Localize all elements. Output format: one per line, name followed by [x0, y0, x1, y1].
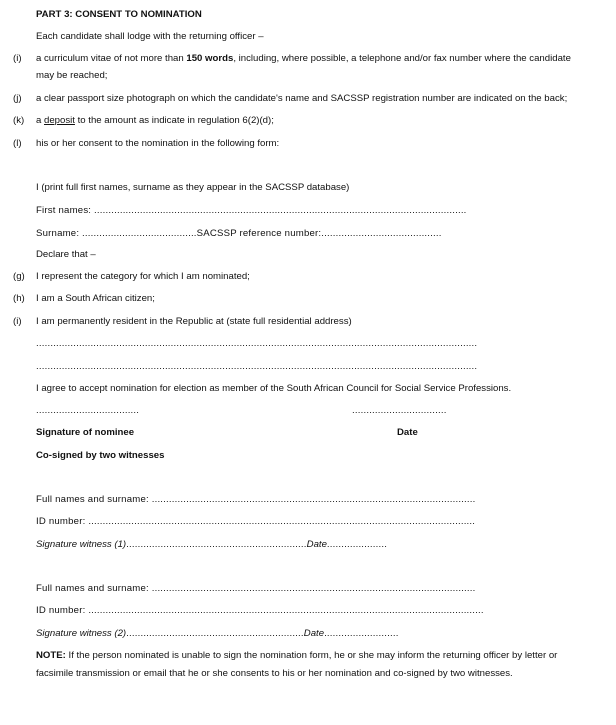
- item-text: a deposit to the amount as indicate in regulation 6(2)(d);: [36, 115, 274, 126]
- item-label: (i): [13, 53, 22, 64]
- section-heading: PART 3: CONSENT TO NOMINATION: [36, 9, 202, 20]
- witness-2-signature-line[interactable]: Signature witness (2)..............................................................Date..........................: [36, 628, 399, 639]
- agree-statement: I agree to accept nomination for election as member of the South African Council for Social Service Professions.: [36, 383, 512, 394]
- item-label: (g): [13, 271, 25, 282]
- print-names-instruction: I (print full first names, surname as they appear in the SACSSP database): [36, 182, 350, 193]
- witness-1-full-names-field[interactable]: Full names and surname: .................................................................................................................: [36, 494, 476, 505]
- witness-1-signature-line[interactable]: Signature witness (1)...............................................................Date.....................: [36, 539, 388, 550]
- address-field-2[interactable]: ..........................................................................................................................................................: [36, 361, 478, 372]
- cosigned-heading: Co-signed by two witnesses: [36, 450, 165, 461]
- item-label: (h): [13, 293, 25, 304]
- item-text: a curriculum vitae of not more than 150 words, including, where possible, a telephone and/or fax number where the candidate: [36, 53, 571, 64]
- item-label: (l): [13, 138, 22, 149]
- witness-1-id-field[interactable]: ID number: .......................................................................................................................................: [36, 516, 476, 527]
- item-text: a clear passport size photograph on which the candidate's name and SACSSP registration number are indicated on the back;: [36, 93, 568, 104]
- nominee-signature-label: Signature of nominee: [36, 427, 135, 438]
- declaration-text: I am permanently resident in the Republic at (state full residential address): [36, 316, 352, 327]
- nominee-signature-field[interactable]: ....................................: [36, 405, 140, 416]
- witness-2-full-names-field[interactable]: Full names and surname: .................................................................................................................: [36, 583, 476, 594]
- declaration-text: I am a South African citizen;: [36, 293, 155, 304]
- address-field-1[interactable]: ..........................................................................................................................................................: [36, 338, 478, 349]
- first-names-field[interactable]: First names: ..................................................................................................................................: [36, 205, 467, 216]
- note-text-continued: facsimile transmission or email that he or she consents to his or her nomination and co-signed by two witnesses.: [36, 668, 513, 679]
- nominee-date-field[interactable]: .................................: [352, 405, 447, 416]
- note-label: NOTE:: [36, 650, 66, 661]
- surname-reference-field[interactable]: Surname: ........................................SACSSP reference number:..........................................: [36, 228, 442, 239]
- intro-text: Each candidate shall lodge with the returning officer –: [36, 31, 264, 42]
- declare-text: Declare that –: [36, 249, 96, 260]
- nominee-date-label: Date: [397, 427, 418, 438]
- witness-2-id-field[interactable]: ID number: ..........................................................................................................................................: [36, 605, 484, 616]
- item-label: (i): [13, 316, 22, 327]
- declaration-text: I represent the category for which I am nominated;: [36, 271, 250, 282]
- item-text: his or her consent to the nomination in the following form:: [36, 138, 280, 149]
- item-label: (k): [13, 115, 25, 126]
- item-label: (j): [13, 93, 22, 104]
- item-text-continued: may be reached;: [36, 70, 108, 81]
- note-text: NOTE: If the person nominated is unable to sign the nomination form, he or she may inform the returning officer by letter or: [36, 650, 558, 661]
- deposit-term: deposit: [44, 115, 75, 126]
